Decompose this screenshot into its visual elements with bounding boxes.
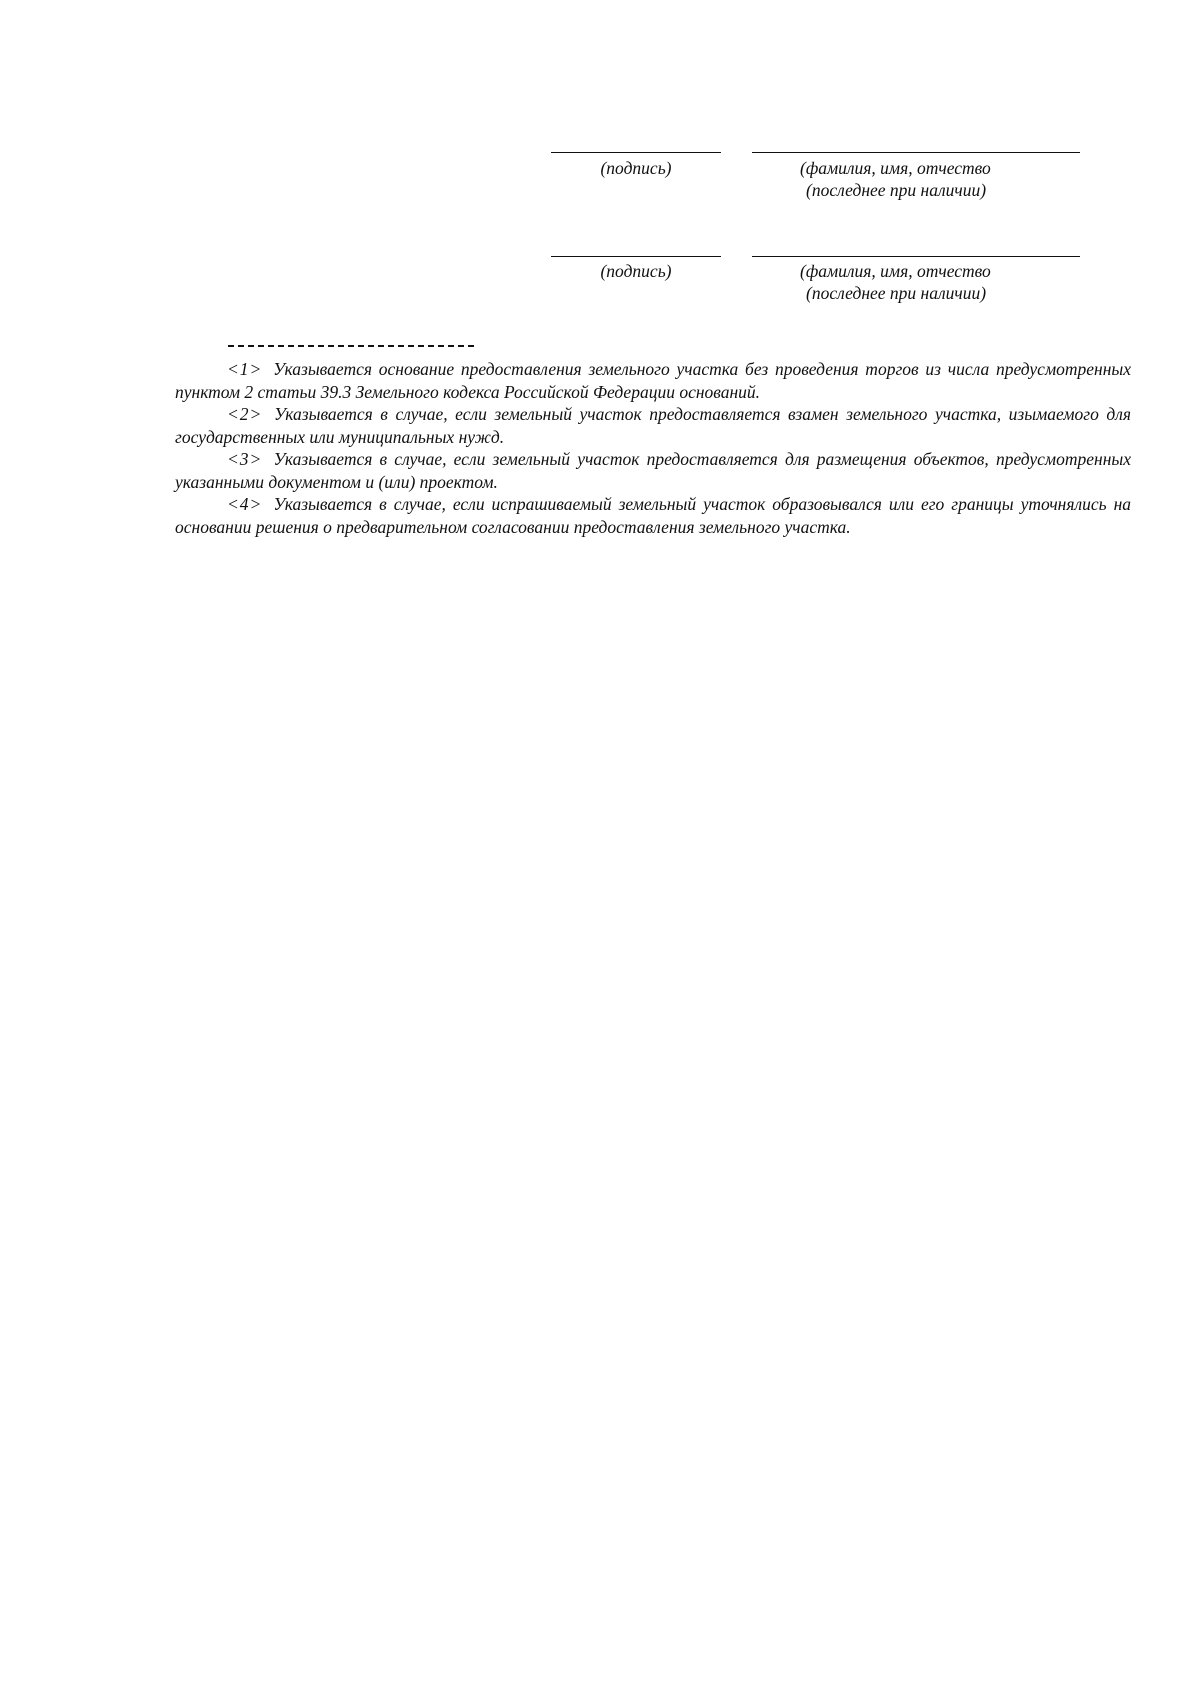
- name-line-2: [752, 256, 1080, 257]
- footnote-3-text: Указывается в случае, если земельный участок предоставляется для размещения объектов, предусмотренных указанными документом и (или) проектом.: [175, 449, 1131, 492]
- footnote-4-mark: <4>: [227, 494, 263, 514]
- footnote-2-text: Указывается в случае, если земельный участок предоставляется взамен земельного участка, изымаемого для государственных или муниципальных нужд.: [175, 404, 1132, 447]
- footnote-3: [175, 448, 1131, 493]
- footnote-separator: [228, 345, 474, 347]
- footnote-3-mark: <3>: [227, 449, 263, 469]
- name-caption-2: [800, 260, 991, 304]
- signature-line-2: [551, 256, 721, 257]
- footnotes: [175, 358, 1131, 538]
- signature-caption-2: (подпись): [600, 261, 672, 281]
- name-caption-1-line1: (фамилия, имя, отчество: [800, 158, 991, 178]
- footnote-1-text: Указывается основание предоставления земельного участка без проведения торгов из числа предусмотренных пунктом 2 статьи 39.3 Земельного кодекса Российской Федерации оснований.: [175, 359, 1132, 402]
- name-caption-1: [800, 157, 991, 201]
- footnote-4-text: Указывается в случае, если испрашиваемый земельный участок образовывался или его границы уточнялись на основании решения о предварительном согласовании предоставления земельного участка.: [175, 494, 1131, 537]
- signature-line-1: [551, 152, 721, 153]
- signature-caption-1: (подпись): [600, 158, 672, 178]
- name-caption-2-line1: (фамилия, имя, отчество: [800, 261, 991, 281]
- footnote-4: [175, 493, 1131, 538]
- name-line-1: [752, 152, 1080, 153]
- footnote-2: [175, 403, 1131, 448]
- name-caption-2-line2: (последнее при наличии): [806, 283, 987, 303]
- name-caption-1-line2: (последнее при наличии): [806, 180, 987, 200]
- footnote-1: [175, 358, 1131, 403]
- footnote-2-mark: <2>: [227, 404, 263, 424]
- footnote-1-mark: <1>: [227, 359, 263, 379]
